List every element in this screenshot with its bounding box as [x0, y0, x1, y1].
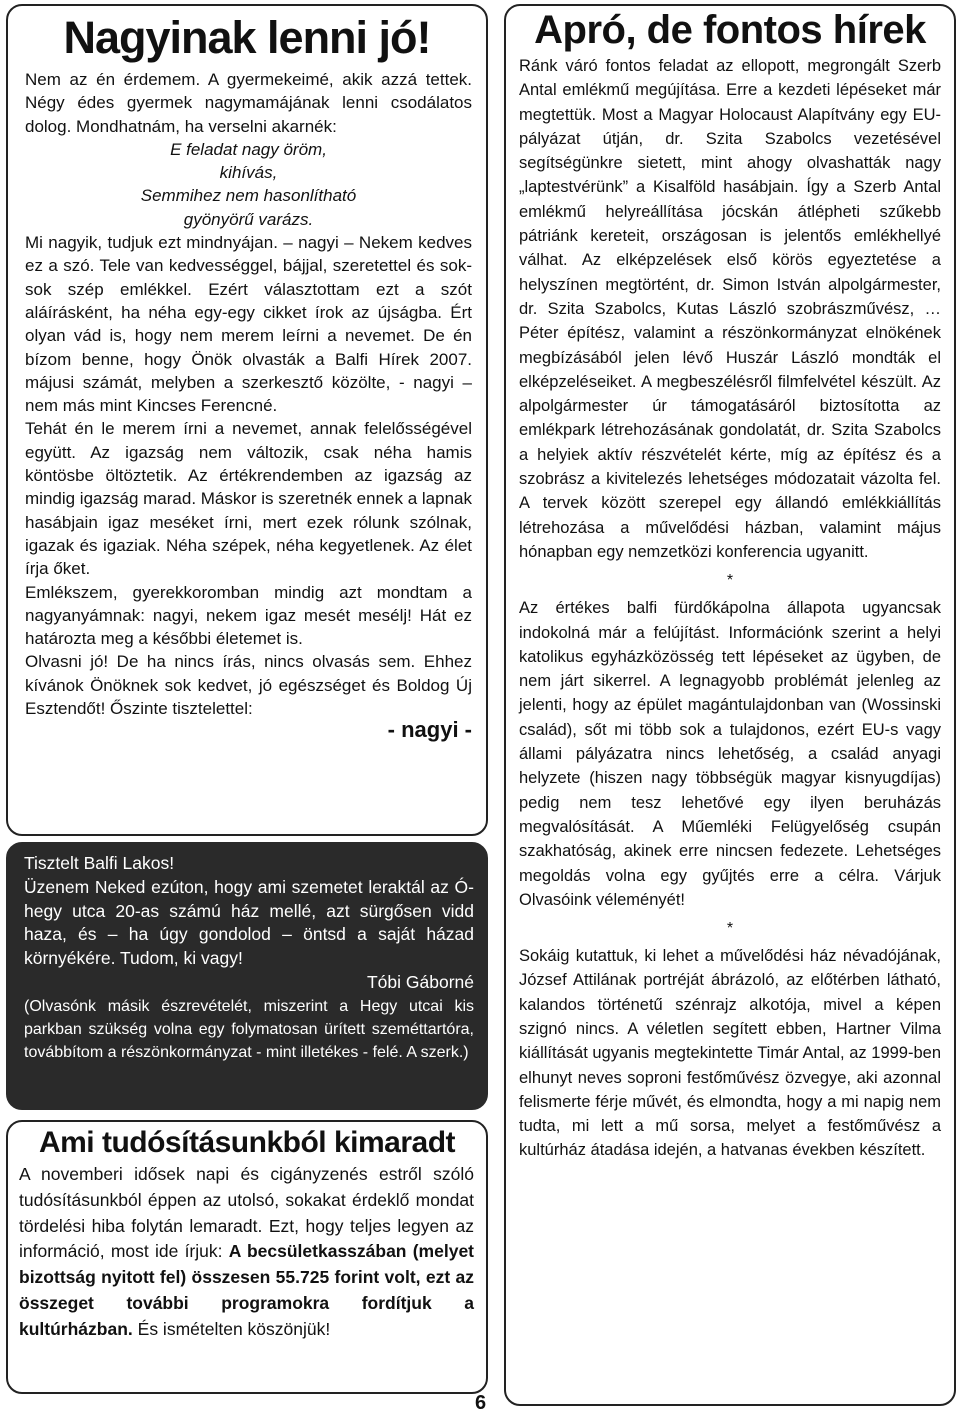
separator-star: * [726, 920, 734, 938]
article-nagyinak-lenni-jo [6, 4, 488, 836]
news-paragraph-1: Ránk váró fontos feladat az ellopott, megrongált Szerb Antal emlékmű megújítása. Erre a kezdeti lépéseket már megtettük. Most a Magyar Holocaust Alapítvány egy EU-pályázat útján, dr. Szita Szabolcs vezetésével segítségünkre sietett, mint ahogy olvashatták nagy „laptestvérünk” a Kisalföld hasábjain. Így a Szerb Antal emlékmű helyreállítása jócskán átlépheti szűkebb pátriánk kereteit, országosan is jelentős emlékhellyé válhat. Az elképzelések első körös egyeztetése a helyszínen megtörtént, dr. Simon István alpolgármester, dr. Szita Szabolcs, Kutas László szobrászművész, …Péter építész, valamint a részönkormányzat elnökének megbízásából jelen lévő Huszár László mondták el elképzeléseiket. A megbeszélésről filmfelvétel készült. Az alpolgármester úr támogatásáról biztosította az emlékpark létrehozásának gondolatát, dr. Szita Szabolcs a helyiek aktív részvételét kérte, míg az építész és a szobrász a kivitelezés lehetséges módozatait vázolta fel. A tervek között szerepel egy állandó emlékkiállítás létrehozása a művelődési házban, valamint május hónapban egy nemzetközi konferencia ugyanitt. [519, 57, 941, 561]
correction-bold-text: A becsületkasszában (melyet bizottság nyitott fel) összesen 55.725 forint volt, ezt az összeget további programokra fordítjuk a kultúrházban. [19, 1241, 475, 1339]
paragraph-1: Nem az én érdemem. A gyermekeimé, akik azzá tettek. Négy édes gyermek nagymamájának lenni csodálatos dolog. Mondhatnám, ha verselni akarnék: [25, 70, 472, 136]
editor-note: (Olvasónk másik észrevételét, miszerint a Hegy utcai kis parkban szükség volna egy folymatosan ürített szeméttartóra, továbbítom a részönkormányzat - mint illetékes - felé. A szerk.) [24, 997, 474, 1061]
poem-line: E feladat nagy öröm, [170, 139, 327, 159]
article-title: Apró, de fontos hírek [534, 8, 926, 52]
article-ami-tudositasunkbol-kimaradt [6, 1120, 488, 1394]
paragraph-3: Tehát én le merem írni a nevemet, annak felelősségével együtt. Az igazság nem változik, csak néha hamis köntösbe öltöztetik. Az értékrendemben az igazság az mindig igazság marad. Máskor is szeretnék ennek a lapnak hasábjain igaz meséket írni, mert ezek rólunk szólnak, igazak és igaziak. Néha szépek, néha kegyetlenek. Az élet írja őket. [25, 419, 472, 579]
separator-star: * [726, 572, 734, 590]
poem-line: Semmihez nem hasonlítható [140, 186, 357, 206]
letter-paragraph: Üzenem Neked ezúton, hogy ami szemetet leraktál az Ó-hegy utca 20-as számú ház mellé, azt sürgősen vidd haza, és – ha úgy gondolod – öntsd a saját házad környékére. Tudom, ki vagy! [24, 876, 474, 969]
correction-paragraph [19, 1162, 474, 1343]
article-title: Ami tudósításunkból kimaradt [38, 1126, 456, 1159]
news-paragraph-2: Az értékes balfi fürdőkápolna állapota ugyancsak indokolná már a felújítást. Információnk szerint a helyi katolikus egyházközösség tett lépéseket az ügyben, de nem járt sikerrel. A legnagyobb problémát jelenleg az jelenti, hogy az épület magántulajdonban van (Wossinski család), sőt mi több sok a tulajdonos, ezért EU-s vagy állami pályázatra nincs lehetőség, a család anyagi helyzete (hiszen nagy többségük magyar kisnyugdíjas) pedig nem tesz lehetővé egy ilyen beruházás megvalósítását. A Műemléki Felügyelőség csupán szakhatóság, akinek erre nincsen fedezete. Lehetséges megoldás volna egy gyűjtés erre a célra. Várjuk Olvasóink véleményét! [519, 599, 941, 909]
poem-line: kihívás, [219, 163, 278, 183]
article-apro-de-fontos-hirek [504, 4, 956, 1406]
correction-text: A novemberi idősek napi és cigányzenés estről szóló tudósításunkból éppen az utolsó, sokakat érdeklő mondat tördelési hiba folytán lemaradt. Ezt, hogy teljes legyen az információ, most ide írjuk: [19, 1164, 474, 1262]
thanks-text: És ismételten köszönjük! [137, 1318, 331, 1339]
paragraph-4: Emlékszem, gyerekkoromban mindig azt mondtam a nagyanyámnak: nagyi, nekem igaz mesét mesélj! Hát ez határozta meg a későbbi életemet is. [25, 582, 472, 649]
article-title: Nagyinak lenni jó! [63, 12, 431, 63]
poem-line: gyönyörű varázs. [183, 209, 314, 229]
greeting: Tisztelt Balfi Lakos! [24, 853, 175, 873]
signature: - nagyi - [387, 717, 472, 743]
reader-letter-box [6, 842, 488, 1110]
page-number: 6 [475, 1392, 487, 1414]
news-paragraph-3: Sokáig kutattuk, ki lehet a művelődési ház névadójának, József Attilának portréját ábrázoló, az előtérben látható, kalandos történetű szénrajz alkotója, mivel a képen szignó nincs. A véletlen segített ebben, Hartner Vilma kiállítását ugyanis megtekintette Timár Antal, az 1999-ben elhunyt neves soproni festőművész özvegye, aki azonnal felismerte férje művét, és elmondta, hogy a mi napig nem tudta, mi lett a mű sorsa, melyet a festőművész a kultúrház átadása idején, a hatvanas években készített. [519, 947, 941, 1160]
poem [25, 138, 472, 231]
paragraph-2: Mi nagyik, tudjuk ezt mindnyájan. – nagyi – Nekem kedves ez a szó. Tele van kedvességgel, bájjal, szeretettel és sok-sok szép emlékkel. Ezért választottam ezt a szót aláírásként, ha néha egy-egy cikket írok az újságba. Ért olyan vád is, hogy nem merem leírni a nevemet. De én bízom benne, hogy Önök olvasták a Balfi Hírek 2007. májusi számát, melyben a szerkesztő közölte, - nagyi – nem más mint Kincses Ferencné. [25, 233, 472, 416]
paragraph-5: Olvasni jó! De ha nincs írás, nincs olvasás sem. Ehhez kívánok Önöknek sok kedvet, jó egészséget és Boldog Új Esztendőt! Őszinte tisztelettel: [25, 652, 472, 719]
letter-author: Tóbi Gáborné [366, 971, 474, 992]
